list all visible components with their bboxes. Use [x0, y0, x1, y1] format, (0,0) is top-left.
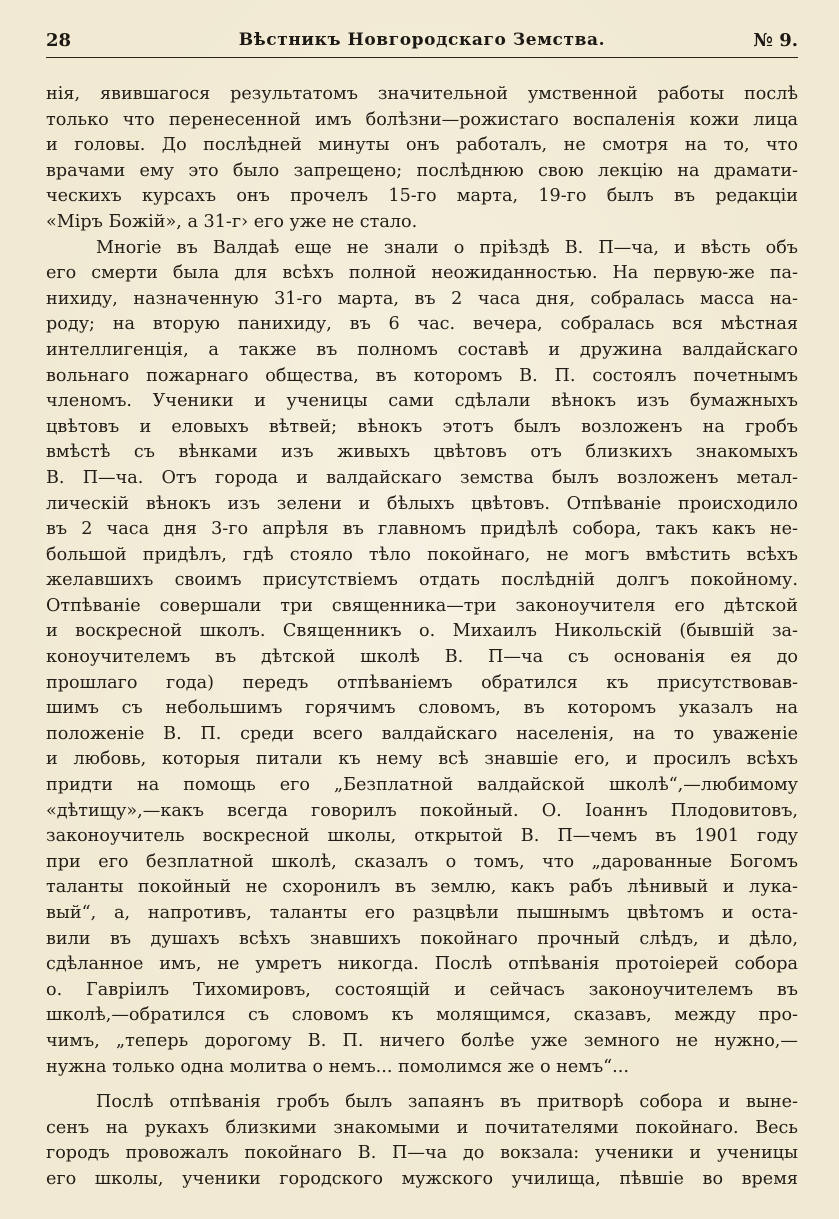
text-line: роду; на вторую панихиду, въ 6 час. вечера, собралась вся мѣстная: [46, 314, 798, 335]
text-line: вольнаго пожарнаго общества, въ которомъ В. П. состоялъ почетнымъ: [46, 365, 798, 386]
text-line: нія, явившагося результатомъ значительной умственной работы послѣ: [46, 84, 798, 104]
text-line: нужна только одна молитва о немъ... помолимся же о немъ“...: [46, 1056, 629, 1077]
text-line: таланты покойный не схоронилъ въ землю, какъ рабъ лѣнивый и лука-: [46, 877, 798, 898]
text-line: чимъ, „теперь дорогому В. П. ничего болѣе уже земного не нужно,—: [46, 1030, 798, 1051]
text-line: о. Гавріилъ Тихомировъ, состоящій и сейчасъ законоучителемъ въ: [46, 979, 798, 1000]
text-line: нихиду, назначенную 31-го марта, въ 2 часа дня, собралась масса на-: [46, 288, 798, 309]
header-rule: [46, 57, 798, 58]
page-number: 28: [46, 30, 72, 51]
text-line: желавшихъ своимъ присутствіемъ отдать послѣдній долгъ покойному.: [46, 570, 798, 591]
text-line: вмѣстѣ съ вѣнками изъ живыхъ цвѣтовъ отъ близкихъ знакомыхъ: [46, 442, 798, 463]
text-line: Многіе въ Валдаѣ еще не знали о пріѣздѣ В. П—ча, и вѣсть объ: [96, 237, 798, 258]
running-header: [46, 30, 798, 60]
text-line: и головы. До послѣдней минуты онъ работалъ, не смотря на то, что: [46, 135, 798, 156]
text-line: и воскресной школъ. Священникъ о. Михаилъ Никольскій (бывшій за-: [46, 621, 798, 642]
text-line: только что перенесенной имъ болѣзни—рожистаго воспаленія кожи лица: [46, 109, 798, 130]
text-line: врачами ему это было запрещено; послѣднюю свою лекцію на драмати-: [46, 160, 798, 181]
text-line: шимъ съ небольшимъ горячимъ словомъ, въ которомъ указалъ на: [46, 698, 798, 719]
text-line: Отпѣваніе совершали три священника—три законоучителя его дѣтской: [46, 595, 798, 616]
text-line: членомъ. Ученики и ученицы сами сдѣлали вѣнокъ изъ бумажныхъ: [46, 391, 798, 412]
text-line: его школы, ученики городского мужского училища, пѣвшіе во время: [46, 1168, 798, 1189]
text-line: вили въ душахъ всѣхъ знавшихъ покойнаго прочный слѣдъ, и дѣло,: [46, 928, 798, 949]
text-line: сдѣланное имъ, не умретъ никогда. Послѣ отпѣванія протоіерей собора: [46, 954, 798, 975]
article-body: [46, 82, 798, 1193]
issue-number: № 9.: [753, 30, 798, 51]
text-line: Послѣ отпѣванія гробъ былъ запаянъ въ притворѣ собора и выне-: [96, 1092, 798, 1113]
text-line: его смерти была для всѣхъ полной неожиданностью. На первую-же па-: [46, 263, 798, 284]
text-line: придти на помощь его „Безплатной валдайской школѣ“,—любимому: [46, 775, 798, 796]
text-line: большой придѣлъ, гдѣ стояло тѣло покойнаго, не могъ вмѣстить всѣхъ: [46, 544, 798, 565]
text-line: цвѣтовъ и еловыхъ вѣтвей; вѣнокъ этотъ былъ возложенъ на гробъ: [46, 416, 798, 437]
text-line: въ 2 часа дня 3-го апрѣля въ главномъ придѣлѣ собора, такъ какъ не-: [46, 519, 798, 540]
text-line: В. П—ча. Отъ города и валдайскаго земства былъ возложенъ метал-: [46, 467, 798, 488]
text-line: при его безплатной школѣ, сказалъ о томъ, что „дарованные Богомъ: [46, 851, 798, 872]
text-line: ческихъ курсахъ онъ прочелъ 15-го марта, 19-го былъ въ редакціи: [46, 186, 798, 207]
text-line: городъ провожалъ покойнаго В. П—ча до вокзала: ученики и ученицы: [46, 1143, 798, 1164]
text-line: законоучитель воскресной школы, открытой В. П—чемъ въ 1901 году: [46, 826, 798, 847]
text-line: коноучителемъ въ дѣтской школѣ В. П—ча съ основанія ея до: [46, 647, 798, 668]
journal-title: Вѣстникъ Новгородскаго Земства.: [238, 30, 606, 50]
text-line: школѣ,—обратился съ словомъ къ молящимся, сказавъ, между про-: [46, 1005, 798, 1026]
text-line: сенъ на рукахъ близкими знакомыми и почитателями покойнаго. Весь: [46, 1117, 798, 1138]
text-line: «Міръ Божій», а 31-г› его уже не стало.: [46, 211, 418, 232]
text-line: и любовь, которыя питали къ нему всѣ знавшіе его, и просилъ всѣхъ: [46, 749, 798, 770]
text-line: интеллигенція, а также въ полномъ составѣ и дружина валдайскаго: [46, 339, 798, 360]
text-line: прошлаго года) передъ отпѣваніемъ обратился къ присутствовав-: [46, 672, 798, 693]
text-line: положеніе В. П. среди всего валдайскаго населенія, на то уваженіе: [46, 723, 798, 744]
text-line: лическій вѣнокъ изъ зелени и бѣлыхъ цвѣтовъ. Отпѣваніе происходило: [46, 493, 798, 514]
text-line: «дѣтищу»,—какъ всегда говорилъ покойный. О. Іоаннъ Плодовитовъ,: [46, 800, 798, 821]
text-line: вый“, а, напротивъ, таланты его разцвѣли пышнымъ цвѣтомъ и оста-: [46, 903, 798, 923]
